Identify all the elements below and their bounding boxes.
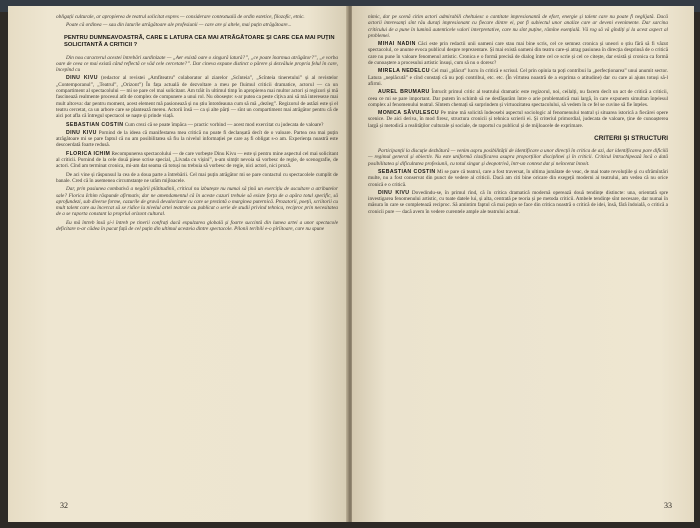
- speaker-paragraph: [368, 190, 668, 215]
- speaker-name: SEBASTIAN COSTIN: [378, 168, 436, 175]
- speaker-text: Mi se pare că teatrul, care a fost traversat, în ultima jumătate de veac, de mai toate revoluțiile și cu sfrămîntări multe, nu a fost conservat din punct de vedere al criticii. Dacă am citi bine oricare din exegeții moderni ai teatrului, am vedea că nu orice cronică e o critică.: [368, 168, 668, 188]
- speaker-text: Cum crezi că se poate împăca — practic vorbind — acest mod exercitat cu judecata de valoare?: [124, 121, 324, 128]
- speaker-name: MIRELA NEDELCU: [378, 68, 430, 75]
- section-heading: CRITERII ȘI STRUCTURI: [594, 135, 668, 143]
- speaker-paragraph: [368, 169, 668, 188]
- speaker-text: Cel mai „plăcut” lucru în critică e scrisul. Cel prin opinia ta poți contribui la „perfecționarea” unui anumit sector. Latura „neplăcută” e cînd constați că nu poți contribui, etc. etc. (În vîrtutea noastră de a exprima o atitudine) dar cu care ai ajuns totuși să-l afirmi.: [368, 68, 669, 87]
- closing-paragraph: Dar, prin pasiunea combativă a negării plătitudinii, criticul nu izbutește nu numai să țină un exercițiu de ascultare a atributelor sale? Florica Ichim răspunde afirmativ, dar ne amendamentul că în aceste cazuri trebuie să existe forța de a apăra totul specific, să aprofundezi, sub diverse forme, cazurile de gravă devalorizare cu care se prezintă o marginea puternică. Prozatorii, poeții, scriitorii cu mult talent care au încercat să se ridice la nivelul artei teatrale au publicat o serie de studii privind tehnica, reciproc prin necesitatea de a se raporta constant la propriul orizont cultural.: [56, 186, 338, 218]
- speaker-name: DINU KIVU: [66, 129, 97, 136]
- speaker-name: MIHAI NADIN: [378, 41, 416, 48]
- speaker-name: MONICA SĂVULESCU: [378, 110, 440, 117]
- intro-paragraph: obligații culturale, ar apropierea de teatrul solicitat expres — considerare contextuală de ordin estetice, filozofic, etnic.: [56, 14, 305, 20]
- speaker-paragraph: [368, 68, 668, 87]
- speaker-paragraph: [368, 41, 668, 66]
- left-page: [8, 6, 348, 522]
- speaker-paragraph: [56, 75, 338, 119]
- closing-paragraph: Eu mă întreb însă și-i întreb pe tinerii confrați dacă expulzarea globală și foarte succintă din lumea artei a unor spectacole deficitare n-ar cădea în pacat față de cel puțin din ultimul acesteia dintre spectacole. Pilonii teribili e-o pîrîitoare, care nu spune: [56, 219, 338, 233]
- left-page-content: [56, 14, 338, 234]
- question-intro: Din nou caracterul acestei întrebări surdinizate — „Aer există oare o singură latură?”, „ce poate înarmua atrăgător?”, „e vorba oare de ceea ce mai există când reflectă ce văd cele cercetate?”. Dar cineva expune distinct o părere și dezvăluie propria felul în care, începînd cu: [56, 54, 338, 74]
- speaker-name: DINU KIVU: [66, 75, 98, 82]
- speaker-text: Recompunerea spectacolului — de care vorbește Dinu Kivu — este și pentru mine aspectul cel mai solicitant al criticii. Pornind de la cele două piese scrise special, „Livada cu vișini”, n-am simțit nevoia să vorbesc de regie, de scenografie, de actori. Cînd am terminat cronica, mi-am dat seama că totuși nu trebuia să vorbesc de regie, nici actori, nici proză.: [56, 150, 339, 170]
- speaker-name: SEBASTIAN COSTIN: [66, 121, 124, 128]
- speaker-text: Dovedindu-se, în primul rînd, că în critica dramatică modernă operează două tendințe distincte: una, orientată spre investigarea fenomenului artistic, cu toate datele lui, și alta, centrată pe teoria și pe metoda criticii. Ambele tendințe sînt necesare, dar numai în măsura în care se completează reciproc. Să amintim faptul că mai puțin se face din critica noastră o critică de idei, însă, fără îndoială, o critică a cronicii pure — dacă avem în vedere curentele ample ale teatrului actual.: [368, 189, 668, 215]
- speaker-paragraph: [56, 122, 338, 128]
- right-page-content: [368, 14, 668, 217]
- speaker-name: FLORICA ICHIM: [66, 150, 111, 157]
- speaker-text: (redactor al revistei „Amfiteatru” colaborator al ziarelor „Scînteia”, „Scînteia tineretului” și al revistelor „Contemporanul”, „Teatrul”, „Orizont”) În fața actuală de dezvoltare a meu pe fluimul criticii dramatice, actorul — ca un compartiment al spectacolului — mi se pare cel mai solicitant. Am trăit în ultimul timp în apropierea mai multor actori și regizori și mă fascinează realmente procesul atît de complex de compunere a unui rol. Nu obosește: s-ar putea ca peste cîțiva ani să mă intereseze mai mult altceva: dar pentru moment, acest element mă pasionează și nu știu întotdeauna cum să mă „dezleg”. Regizorul de astăzi este și el teatru cercetat, ca un arbore care se plantează mereu. Actorii însă — ca și alte părți — sînt un compartiment mai atrăgător pentru că de aici pot afla că întregul spectacol se naște și prinde viață.: [56, 75, 338, 120]
- page-number: 32: [60, 501, 68, 510]
- section-question: PENTRU DUMNEAVOASTRĂ, CARE E LATURA CEA MAI ATRĂGĂTOARE ȘI CARE CEA MAI PUȚIN SOLICITANTĂ A CRITICII ?: [64, 34, 335, 49]
- speaker-name: DINU KIVU: [378, 189, 410, 196]
- speaker-name: AUREL BRUMARU: [378, 89, 430, 96]
- speaker-paragraph: [56, 151, 338, 170]
- body-paragraph: De aci vine și răspunsul la cea de a doua parte a întrebării. Cel mai puțin atrăgător mi se pare contactul cu spectacolele cumplit de banale. Cred că în asemenea circumstanțe ne urăm mijloacele.: [56, 171, 338, 184]
- speaker-text: Întrucît primul critic al teatrului dramatic este regizorul, noi, ceilalți, nu facem decît un act de critică a criticii, ceea ce mi se pare important. Dar putem în schimb să ne desfășurăm între o arie problematică mai largă, în care expunem simultan înțelesul complex al fenomenului teatral. Sîntem chemați să surprindem și virtuozitatea spectacolului, să vedem în ce fel se cuvine să fie înțeles.: [368, 89, 668, 108]
- intro-paragraph: Poate că ordinea — sau din laturile atrăgătoare ale profesiunii — care are și altele, mai puțin atrăgătoare...: [66, 22, 292, 29]
- section-intro: Participanții la discuție dezbătură — venim aspru posibilității de identificare a unor direcții în critica de azi, dar identificarea pare dificilă — regimul general și obiectiv. Nu este uniformă clasificarea asupra proporțiilor disciplinei și în criticii. Criticul întruchipează încă o dată posibilitatea și dificultatea profesiunii, cu totul singur și deopotrivă, într-un context dat și neîncetat înnoit.: [368, 148, 668, 167]
- speaker-text: Pe mine mă solicită îndeosebi aspectul sociologic al fenomenului teatral și situarea istorică a fiecărei opere scenice. De aici deriva, în mod firesc, structura cronicii și tehnica scrierii ei. Și criteriul primordial, judecata de valoare, ține de cunoașterea largă și metodică a realităților culturale și sociale, de raportul cu publicul și de mijloacele de exprimare.: [368, 110, 669, 129]
- right-page: [352, 6, 694, 522]
- speaker-paragraph: [368, 89, 668, 108]
- speaker-text: Căci este prin redactii unii oameni care stau mai bine scris, cel ce semnez cronica și uneori o știu fără să fi văzut spectacolul, ce anume evoca publicul despre reprezentare. Și mai există oameni din teatru care-și atrag pasiunea în direcția desprinsă de o critică care nu pune în valoare fenomenul artistic. Cronica e o formă precisă de dialog între cel ce scrie și cel ce citește, dar există și cronica ca formă de cunoaștere a procesului artistic însuși, cum să nu o doresc?: [368, 41, 668, 67]
- speaker-paragraph: [56, 130, 338, 149]
- opening-paragraph: nimic, dar pe scenă citim actori admirabili cheltuiesc o cantitate impresionantă de efort, energie și talent care nu poate fi neglijată. Dacă actorii interesanți sînt rău durați impresionant cu fiecare dintre ei, pot fi subiectul unor analize care ar deveni evenimente. Dar sarcina criticului de a pune în lumină autenticele valori interpretative, care nu sînt puține, rămîne esențială. Vă rog să vă gîndiți și la acest aspect al problemei.: [368, 14, 668, 39]
- page-number: 33: [664, 501, 672, 510]
- speaker-text: Pornind de la ideea că manifestarea mea critică nu poate fi declanșată decît de o valoare. Partea cea mai puțin atrăgătoare mi se pare faptul că nu am posibilitatea să fiu la nivelul informației pe care aș fi obligat s-o am. Experiența noastră este descoerdată foarte redusă.: [56, 129, 338, 149]
- speaker-paragraph: [368, 110, 668, 129]
